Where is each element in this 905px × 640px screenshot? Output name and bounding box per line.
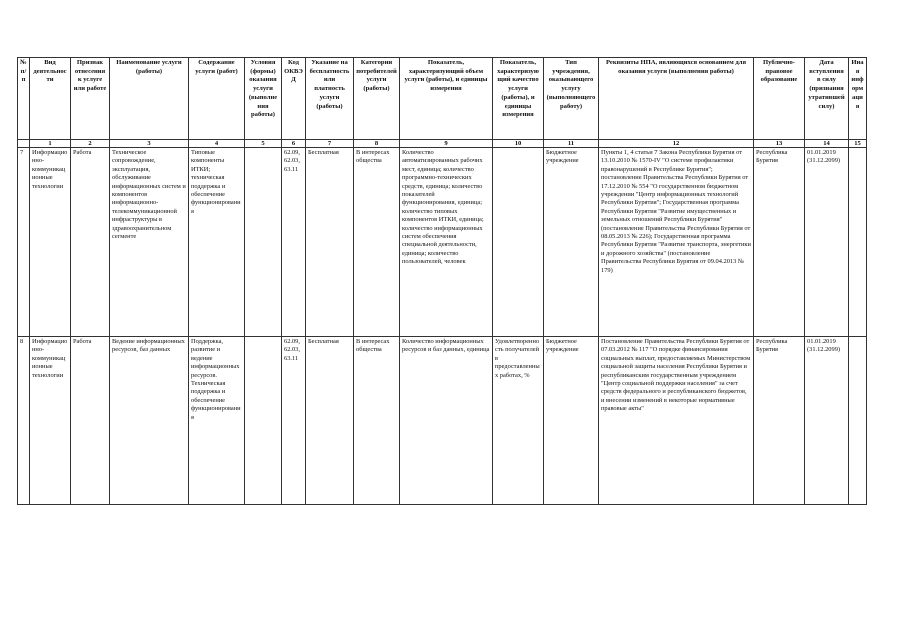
header-quality: Показатель, характеризующий качество услуги (работы), и единицы измерения (493, 58, 544, 140)
row-okved: 62.09, 62.03, 63.11 (282, 337, 306, 505)
header-consumers: Категории потребителей услуги (работы) (354, 58, 400, 140)
row-name: Ведение информационных ресурсов, баз данных (110, 337, 189, 505)
row-conditions (245, 337, 282, 505)
table-row (18, 148, 867, 337)
row-activity: Информационно-коммуникационные технологии (30, 337, 71, 505)
row-payment: Бесплатная (306, 148, 354, 337)
row-volume: Количество информационных ресурсов и баз данных, единица (400, 337, 493, 505)
row-activity: Информационно-коммуникационные технологии (30, 148, 71, 337)
header-okved: Код ОКВЭД (282, 58, 306, 140)
column-number: 6 (282, 140, 306, 148)
header-row (18, 58, 867, 140)
header-volume: Показатель, характеризующий объем услуги (работы), и единицы измерения (400, 58, 493, 140)
column-number: 7 (306, 140, 354, 148)
header-other: Иная информация (849, 58, 867, 140)
row-other (849, 148, 867, 337)
header-institution: Тип учреждения, оказывающего услугу (выполняющего работу) (544, 58, 599, 140)
header-entity: Публично-правовое образование (754, 58, 805, 140)
column-number: 2 (71, 140, 110, 148)
row-content: Типовые компоненты ИТКИ; техническая поддержка и обеспечение функционирования (189, 148, 245, 337)
row-volume: Количество автоматизированных рабочих мест, единица; количество программно-технических средств, единица; количество показателей функционирования, единица; количество типовых компонентов ИТКИ, единица; количество информационных систем обеспечения специальной деятельности, единица; количество пользователей, человек (400, 148, 493, 337)
row-date: 01.01.2019 (31.12.2099) (805, 337, 849, 505)
row-name: Техническое сопровождение, эксплуатация, обслуживание информационных систем и компонентов информационно-телекоммуникационной инфраструктуры в здравоохранительном сегменте (110, 148, 189, 337)
column-number: 5 (245, 140, 282, 148)
column-number: 9 (400, 140, 493, 148)
row-consumers: В интересах общества (354, 148, 400, 337)
row-institution: Бюджетное учреждение (544, 148, 599, 337)
column-number: 4 (189, 140, 245, 148)
header-name: Наименование услуги (работы) (110, 58, 189, 140)
header-activity: Вид деятельности (30, 58, 71, 140)
row-num: 7 (18, 148, 30, 337)
header-conditions: Условия (формы) оказания услуги (выполнения работы) (245, 58, 282, 140)
column-number: 15 (849, 140, 867, 148)
row-quality: Удовлетворенность получателей в предоставленных работах, % (493, 337, 544, 505)
column-number-blank (18, 140, 30, 148)
header-type: Признак отнесения к услуге или работе (71, 58, 110, 140)
row-date: 01.01.2019 (31.12.2099) (805, 148, 849, 337)
column-number: 8 (354, 140, 400, 148)
header-date: Дата вступления в силу (признания утратившей силу) (805, 58, 849, 140)
row-type: Работа (71, 148, 110, 337)
row-npa: Пункты 1, 4 статьи 7 Закона Республики Бурятия от 13.10.2010 № 1570-IV "О системе профилактики правонарушений в Республике Бурятия"; постановление Правительства Республики Бурятия от 17.12.2010 № 554 "О государственном бюджетном учреждении "Центр информационных технологий Республики Бурятия"; Государственная программа Республики Бурятия "Развитие имущественных и земельных отношений Республики Бурятия" (постановление Правительства Республики Бурятия от 08.05.2013 № 226); Государственная программа Республики Бурятия "Развитие транспорта, энергетики и дорожного хозяйства" (постановление Правительства Республики Бурятия от 09.04.2013 № 179) (599, 148, 754, 337)
row-npa: Постановление Правительства Республики Бурятия от 07.03.2012 № 117 "О порядке финансирования социальных выплат, предоставляемых Министерством социальной защиты населения Республики Бурятия и республиканским государственным учреждением "Центр социальной поддержки населения" за счет средств федерального и республиканского бюджетов, и внесении изменений в некоторые нормативные правовые акты" (599, 337, 754, 505)
row-quality (493, 148, 544, 337)
row-entity: Республика Бурятия (754, 337, 805, 505)
column-number: 11 (544, 140, 599, 148)
column-number: 12 (599, 140, 754, 148)
header-payment: Указание на бесплатность или платность услуги (работы) (306, 58, 354, 140)
row-other (849, 337, 867, 505)
header-npa: Реквизиты НПА, являющихся основанием для оказания услуги (выполнения работы) (599, 58, 754, 140)
row-payment: Бесплатная (306, 337, 354, 505)
row-type: Работа (71, 337, 110, 505)
row-num: 8 (18, 337, 30, 505)
column-number: 13 (754, 140, 805, 148)
row-institution: Бюджетное учреждение (544, 337, 599, 505)
column-number: 14 (805, 140, 849, 148)
table-row (18, 337, 867, 505)
row-content: Поддержка, развитие и ведение информационных ресурсов. Техническая поддержка и обеспечение функционирования (189, 337, 245, 505)
row-consumers: В интересах общества (354, 337, 400, 505)
column-number: 10 (493, 140, 544, 148)
column-number-row (18, 140, 867, 148)
row-conditions (245, 148, 282, 337)
row-okved: 62.09, 62.03, 63.11 (282, 148, 306, 337)
header-content: Содержание услуги (работ) (189, 58, 245, 140)
header-num: № п/п (18, 58, 30, 140)
column-number: 1 (30, 140, 71, 148)
row-entity: Республика Бурятия (754, 148, 805, 337)
column-number: 3 (110, 140, 189, 148)
services-register-table (17, 57, 867, 505)
